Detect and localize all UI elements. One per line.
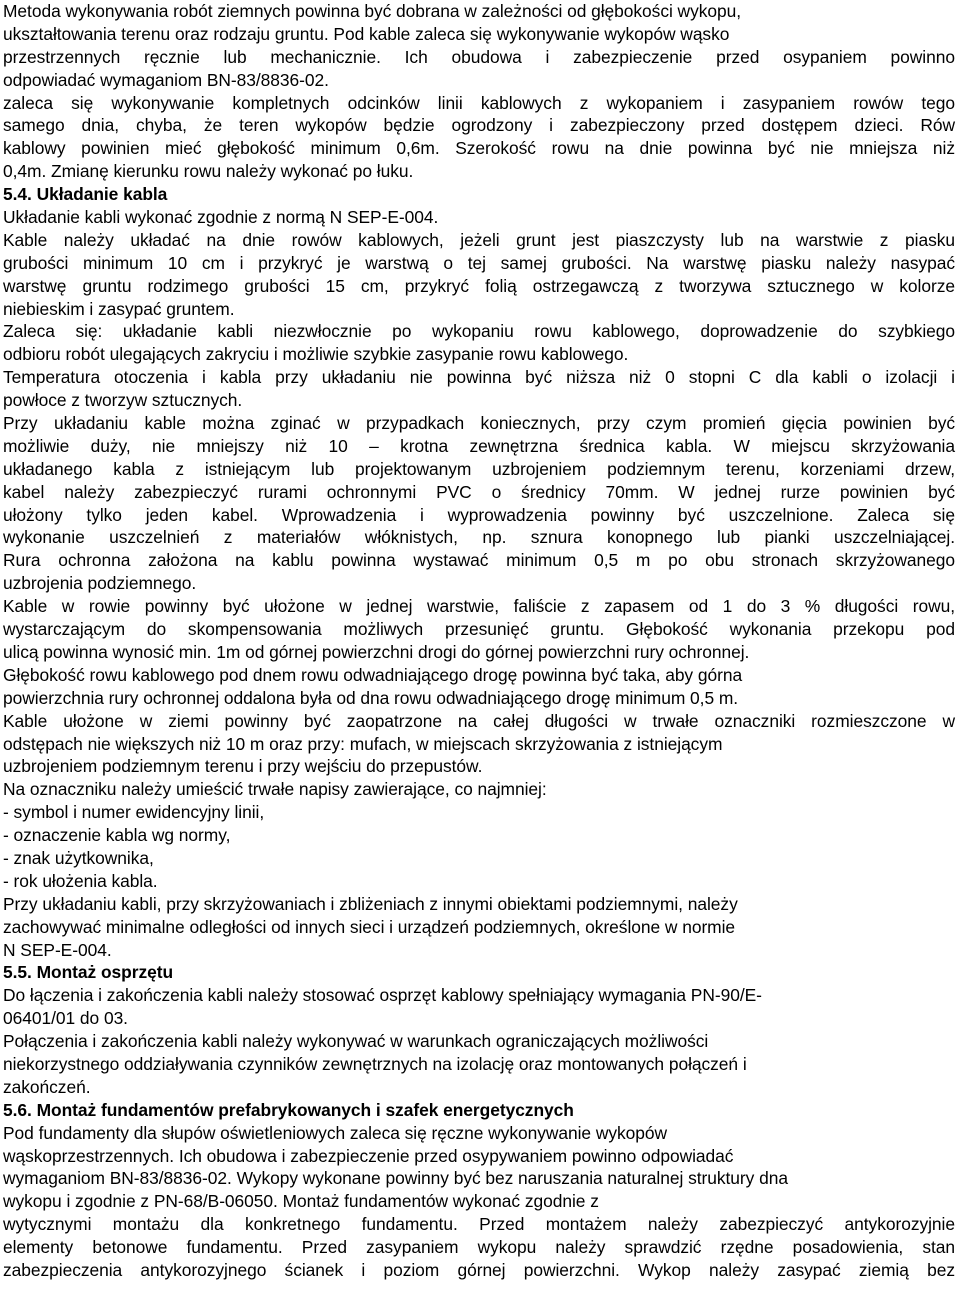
text-line: odbioru robót ulegających zakryciu i możliwie szybkie zasypanie rowu kablowego. — [3, 344, 629, 365]
text-line: wąskoprzestrzennych. Ich obudowa i zabezpieczenie przed osypywaniem powinno odpowiadać — [3, 1145, 734, 1166]
text-line: warstwę gruntu rodzimego grubości 15 cm, przykryć folią ostrzegawczą z tworzywa sztucznego w kolorze — [3, 275, 955, 296]
text-line: - rok ułożenia kabla. — [3, 870, 158, 891]
text-line: ukształtowania terenu oraz rodzaju gruntu. Pod kable zaleca się wykonywanie wykopów wąsko — [3, 23, 730, 44]
text-line: Kable ułożone w ziemi powinny być zaopatrzone na całej długości w trwałe oznaczniki rozmieszczone w — [3, 710, 955, 731]
text-line: Rura ochronna założona na kablu powinna wystawać minimum 0,5 m po obu stronach skrzyżowanego — [3, 550, 955, 571]
section-heading: 5.5. Montaż osprzętu — [3, 962, 174, 983]
text-line: Przy układaniu kable można zginać w przypadkach koniecznych, przy czym promień gięcia powinien być — [3, 413, 955, 434]
text-line: Zaleca się: układanie kabli niezwłocznie po wykopaniu rowu kablowego, doprowadzenie do szybkiego — [3, 321, 955, 342]
text-line: - znak użytkownika, — [3, 847, 154, 868]
text-line: uzbrojenia podziemnego. — [3, 573, 197, 594]
text-line: wykopu i zgodnie z PN-68/B-06050. Montaż fundamentów wykonać zgodnie z — [3, 1191, 599, 1212]
text-line: grubości minimum 10 cm i przykryć je warstwą o tej samej grubości. Na warstwę piasku należy nasypać — [3, 252, 955, 273]
text-line: Do łączenia i zakończenia kabli należy stosować osprzęt kablowy spełniający wymagania PN-90/E- — [3, 985, 762, 1006]
text-line: Na oznaczniku należy umieścić trwałe napisy zawierające, co najmniej: — [3, 779, 547, 800]
section-heading: 5.4. Układanie kabla — [3, 184, 168, 205]
text-line: odpowiadać wymaganiom BN-83/8836-02. — [3, 69, 329, 90]
text-line: powierzchnia rury ochronnej oddalona była od dna rowu odwadniającego drogę minimum 0,5 m. — [3, 687, 739, 708]
text-line: Układanie kabli wykonać zgodnie z normą N SEP-E-004. — [3, 207, 439, 228]
text-line: układanego kabla z istniejącym lub projektowanym uzbrojeniem podziemnym terenu, korzeniami drzew, — [3, 458, 955, 479]
text-line: niebieskim i zasypać gruntem. — [3, 298, 235, 319]
text-line: zakończeń. — [3, 1076, 91, 1097]
text-line: Metoda wykonywania robót ziemnych powinna być dobrana w zależności od głębokości wykopu, — [3, 1, 742, 21]
document-page — [3, 0, 955, 1282]
text-line: przestrzennych ręcznie lub mechanicznie. Ich obudowa i zabezpieczenie przed osypaniem powinno — [3, 46, 955, 67]
section-heading: 5.6. Montaż fundamentów prefabrykowanych i szafek energetycznych — [3, 1099, 574, 1120]
text-line: - symbol i numer ewidencyjny linii, — [3, 802, 265, 823]
text-line: Połączenia i zakończenia kabli należy wykonywać w warunkach ograniczających możliwości — [3, 1031, 709, 1052]
text-line: wykonanie uszczelnień z materiałów włóknistych, np. sznura konopnego lub pianki uszczelniającej. — [3, 527, 955, 548]
text-line: Temperatura otoczenia i kabla przy układaniu nie powinna być niższa niż 0 stopni C dla kabli o izolacji i — [3, 367, 955, 388]
text-line: odstępach nie większych niż 10 m oraz przy: mufach, w miejscach skrzyżowania z istniejącym — [3, 733, 723, 754]
text-line: 0,4m. Zmianę kierunku rowu należy wykonać po łuku. — [3, 161, 414, 182]
text-line: kablowy powinien mieć głębokość minimum 0,6m. Szerokość rowu na dnie powinna być nie mniejsza niż — [3, 138, 955, 159]
text-line: Kable w rowie powinny być ułożone w jednej warstwie, faliście z zapasem od 1 do 3 % długości rowu, — [3, 596, 955, 617]
text-line: zaleca się wykonywanie kompletnych odcinków linii kablowych z wykopaniem i zasypaniem rowów tego — [3, 92, 955, 113]
text-line: ulicą powinna wynosić min. 1m od górnej powierzchni drogi do górnej powierzchni rury ochronnej. — [3, 641, 750, 662]
text-line: zachowywać minimalne odległości od innych sieci i urządzeń podziemnych, określone w normie — [3, 916, 736, 937]
text-line: Przy układaniu kabli, przy skrzyżowaniach i zbliżeniach z innymi obiektami podziemnymi, należy — [3, 893, 738, 914]
text-line: samego dnia, chyba, że teren wykopów będzie ogrodzony i zabezpieczony przed dostępem dzieci. Rów — [3, 115, 955, 136]
text-line: 06401/01 do 03. — [3, 1008, 128, 1029]
text-line: elementy betonowe fundamentu. Przed zasypaniem wykopu należy sprawdzić rzędne posadowienia, stan — [3, 1237, 955, 1258]
text-line: Kable należy układać na dnie rowów kablowych, jeżeli grunt jest piaszczysty lub na warstwie z piasku — [3, 229, 955, 250]
text-line: Pod fundamenty dla słupów oświetleniowych zaleca się ręczne wykonywanie wykopów — [3, 1122, 668, 1143]
text-line: niekorzystnego oddziaływania czynników zewnętrznych na izolację oraz montowanych połączeń i — [3, 1053, 747, 1074]
text-line: Głębokość rowu kablowego pod dnem rowu odwadniającego drogę powinna być taka, aby górna — [3, 664, 743, 685]
text-line: uzbrojeniem podziemnym terenu i przy wejściu do przepustów. — [3, 756, 483, 777]
text-line: wystarczającym do skompensowania możliwych przesunięć gruntu. Głębokość wykonania przekopu pod — [3, 619, 955, 640]
text-line: możliwie duży, nie mniejszy niż 10 – krotna zewnętrzna średnica kabla. W miejscu skrzyżowania — [3, 435, 955, 456]
text-line: wytycznymi montażu dla konkretnego fundamentu. Przed montażem należy zabezpieczyć antykorozyjnie — [3, 1214, 955, 1235]
text-line: kabel należy zabezpieczyć rurami ochronnymi PVC o średnicy 70mm. W jednej rurze powinien być — [3, 481, 955, 502]
text-line: ułożony tylko jeden kabel. Wprowadzenia i wyprowadzenia powinny być uszczelnione. Zaleca się — [3, 504, 955, 525]
text-line: powłoce z tworzyw sztucznych. — [3, 390, 243, 411]
text-line: wymaganiom BN-83/8836-02. Wykopy wykonane powinny być bez naruszania naturalnej struktury dna — [3, 1168, 788, 1189]
text-line: N SEP-E-004. — [3, 939, 112, 960]
text-line: zabezpieczenia antykorozyjnego ścianek i poziom górnej powierzchni. Wykop należy zasypać ziemią bez — [3, 1259, 955, 1280]
text-line: - oznaczenie kabla wg normy, — [3, 825, 231, 846]
